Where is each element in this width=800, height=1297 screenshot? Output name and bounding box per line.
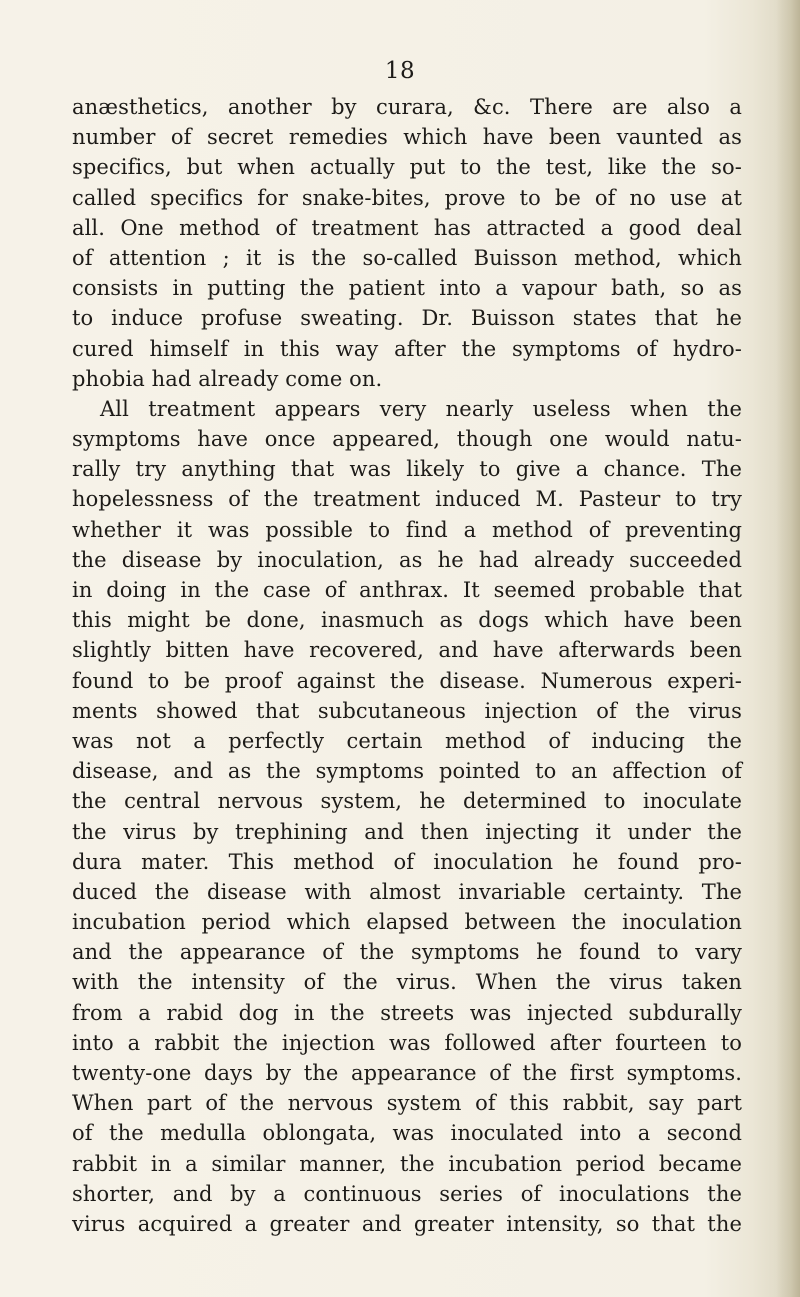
text-line: phobia had already come on. bbox=[72, 366, 383, 391]
text-line: to induce profuse sweating. Dr. Buisson states that he bbox=[72, 306, 742, 331]
text-line: all. One method of treatment has attracted a good deal bbox=[72, 215, 742, 240]
text-line: shorter, and by a continuous series of inoculations the bbox=[72, 1181, 742, 1206]
text-line: dura mater. This method of inoculation he found pro- bbox=[72, 849, 742, 874]
text-line: consists in putting the patient into a vapour bath, so as bbox=[72, 276, 742, 301]
text-line: cured himself in this way after the symptoms of hydro- bbox=[72, 336, 742, 361]
text-line: with the intensity of the virus. When the virus taken bbox=[72, 970, 742, 995]
text-line: the disease by inoculation, as he had already succeeded bbox=[72, 547, 742, 572]
text-line: whether it was possible to find a method of preventing bbox=[72, 517, 742, 542]
text-line: of the medulla oblongata, was inoculated into a second bbox=[72, 1121, 742, 1146]
text-line: slightly bitten have recovered, and have afterwards been bbox=[72, 638, 742, 663]
text-line: number of secret remedies which have been vaunted as bbox=[72, 125, 742, 150]
text-line: called specifics for snake-bites, prove to be of no use at bbox=[72, 185, 742, 210]
text-line: When part of the nervous system of this rabbit, say part bbox=[72, 1091, 742, 1116]
text-line: this might be done, inasmuch as dogs which have been bbox=[72, 608, 742, 633]
text-line: was not a perfectly certain method of inducing the bbox=[72, 728, 742, 753]
text-line: and the appearance of the symptoms he found to vary bbox=[72, 940, 742, 965]
text-line: the virus by trephining and then injecting it under the bbox=[72, 819, 742, 844]
text-line: specifics, but when actually put to the test, like the so- bbox=[72, 155, 742, 180]
text-line: anæsthetics, another by curara, &c. There are also a bbox=[72, 95, 742, 119]
text-line: into a rabbit the injection was followed after fourteen to bbox=[72, 1030, 742, 1055]
page-edge-shadow bbox=[776, 0, 800, 1297]
text-line: rabbit in a similar manner, the incubation period became bbox=[72, 1151, 742, 1176]
text-line: in doing in the case of anthrax. It seemed probable that bbox=[72, 578, 742, 602]
text-line: duced the disease with almost invariable certainty. The bbox=[72, 879, 742, 904]
text-line: All treatment appears very nearly useless when the bbox=[100, 396, 742, 421]
page-number: 18 bbox=[384, 58, 416, 84]
text-line: from a rabid dog in the streets was injected subdurally bbox=[72, 1000, 742, 1025]
text-line: of attention ; it is the so-called Buisson method, which bbox=[72, 245, 742, 270]
text-line: twenty-one days by the appearance of the first symptoms. bbox=[72, 1061, 742, 1085]
text-line: disease, and as the symptoms pointed to an affection of bbox=[72, 759, 742, 784]
text-line: virus acquired a greater and greater intensity, so that the bbox=[72, 1211, 742, 1236]
text-line: hopelessness of the treatment induced M. Pasteur to try bbox=[72, 487, 742, 512]
body-text bbox=[72, 92, 742, 1239]
text-line: the central nervous system, he determined to inoculate bbox=[72, 789, 742, 814]
text-line: incubation period which elapsed between the inoculation bbox=[72, 910, 742, 935]
text-line: rally try anything that was likely to give a chance. The bbox=[72, 457, 742, 482]
text-line: found to be proof against the disease. Numerous experi- bbox=[72, 668, 742, 693]
text-line: symptoms have once appeared, though one would natu- bbox=[72, 427, 742, 452]
text-line: ments showed that subcutaneous injection of the virus bbox=[72, 698, 742, 723]
